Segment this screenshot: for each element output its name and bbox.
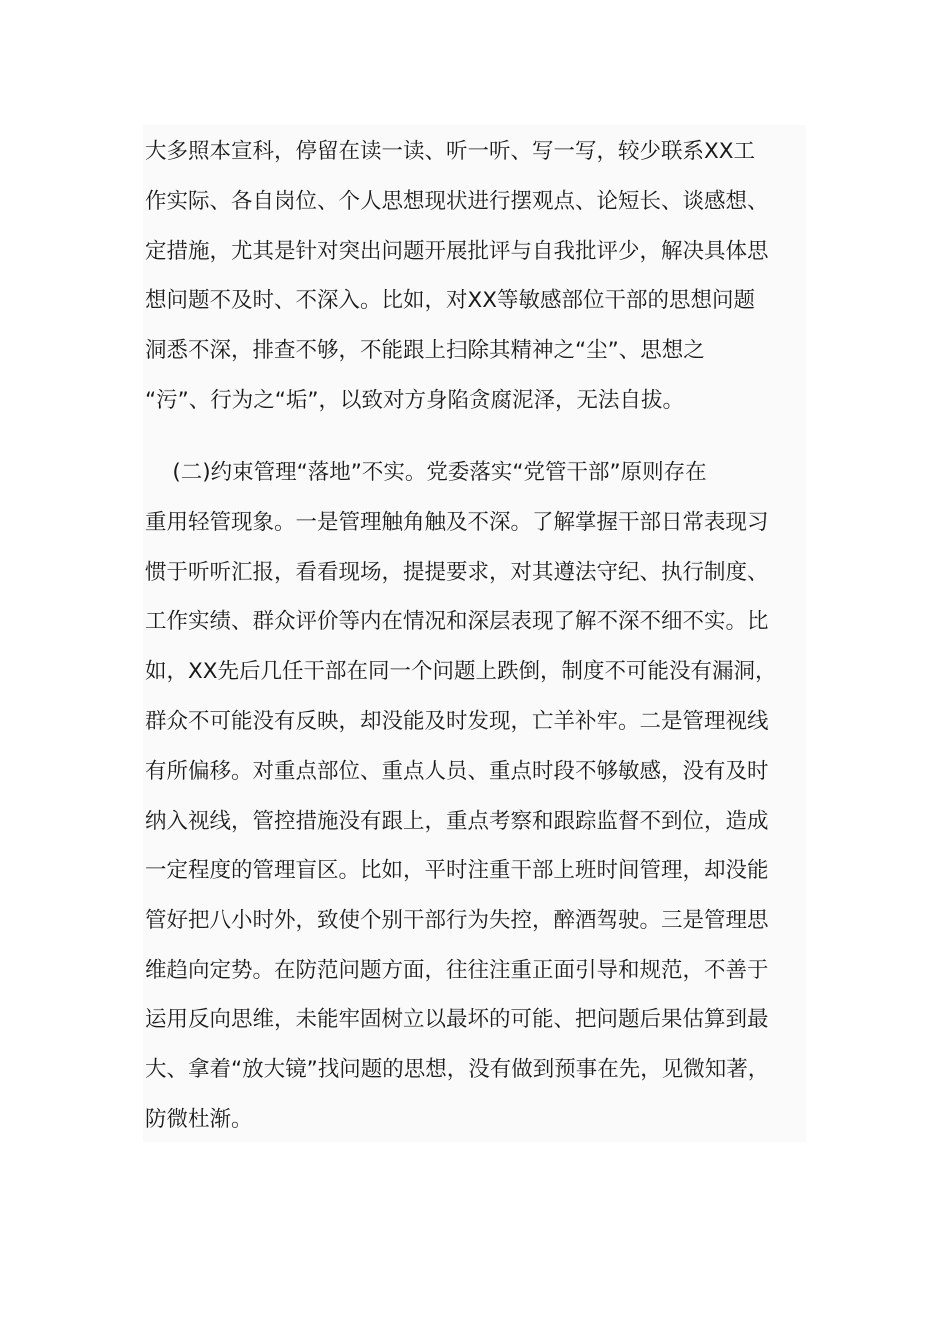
paragraph-2-line: 纳入视线，管控措施没有跟上，重点考察和跟踪监督不到位，造成 [145,809,769,834]
paragraph-1-line: 大多照本宣科，停留在读一读、听一听、写一写，较少联系XX工 [145,139,755,164]
document-text-block [143,125,806,1142]
paragraph-1-line: 洞悉不深，排查不够，不能跟上扫除其精神之“尘”、思想之 [145,338,705,363]
paragraph-2-line: 运用反向思维，未能牢固树立以最坏的可能、把问题后果估算到最 [145,1007,769,1032]
paragraph-2-line: 大、拿着“放大镜”找问题的思想，没有做到预事在先，见微知著， [145,1057,770,1082]
paragraph-1-line: 想问题不及时、不深入。比如，对XX等敏感部位干部的思想问题 [145,288,755,313]
paragraph-2-line: 重用轻管现象。一是管理触角触及不深。了解掌握干部日常表现习 [145,510,769,535]
paragraph-1-line: 定措施，尤其是针对突出问题开展批评与自我批评少，解决具体思 [145,239,769,264]
paragraph-2-line: 管好把八小时外，致使个别干部行为失控，醉酒驾驶。三是管理思 [145,908,769,933]
paragraph-2-line: 防微杜渐。 [145,1107,253,1132]
paragraph-2-line: 工作实绩、群众评价等内在情况和深层表现了解不深不细不实。比 [145,609,769,634]
paragraph-2-line: 如，XX先后几任干部在同一个问题上跌倒，制度不可能没有漏洞， [145,659,777,684]
paragraph-2-line: 维趋向定势。在防范问题方面，往往注重正面引导和规范，不善于 [145,958,769,983]
paragraph-1-line: 作实际、各自岗位、个人思想现状进行摆观点、论短长、谈感想、 [145,189,769,214]
paragraph-2-line: 有所偏移。对重点部位、重点人员、重点时段不够敏感，没有及时 [145,759,769,784]
paragraph-1-line: “污”、行为之“垢”，以致对方身陷贪腐泥泽，无法自拔。 [145,388,685,413]
paragraph-2-heading-line: (二)约束管理“落地”不实。党委落实“党管干部”原则存在 [145,460,707,485]
paragraph-2-line: 惯于听听汇报，看看现场，提提要求，对其遵法守纪、执行制度、 [145,560,769,585]
paragraph-2-line: 一定程度的管理盲区。比如，平时注重干部上班时间管理，却没能 [145,858,769,883]
paragraph-2-line: 群众不可能没有反映，却没能及时发现，亡羊补牢。二是管理视线 [145,709,769,734]
